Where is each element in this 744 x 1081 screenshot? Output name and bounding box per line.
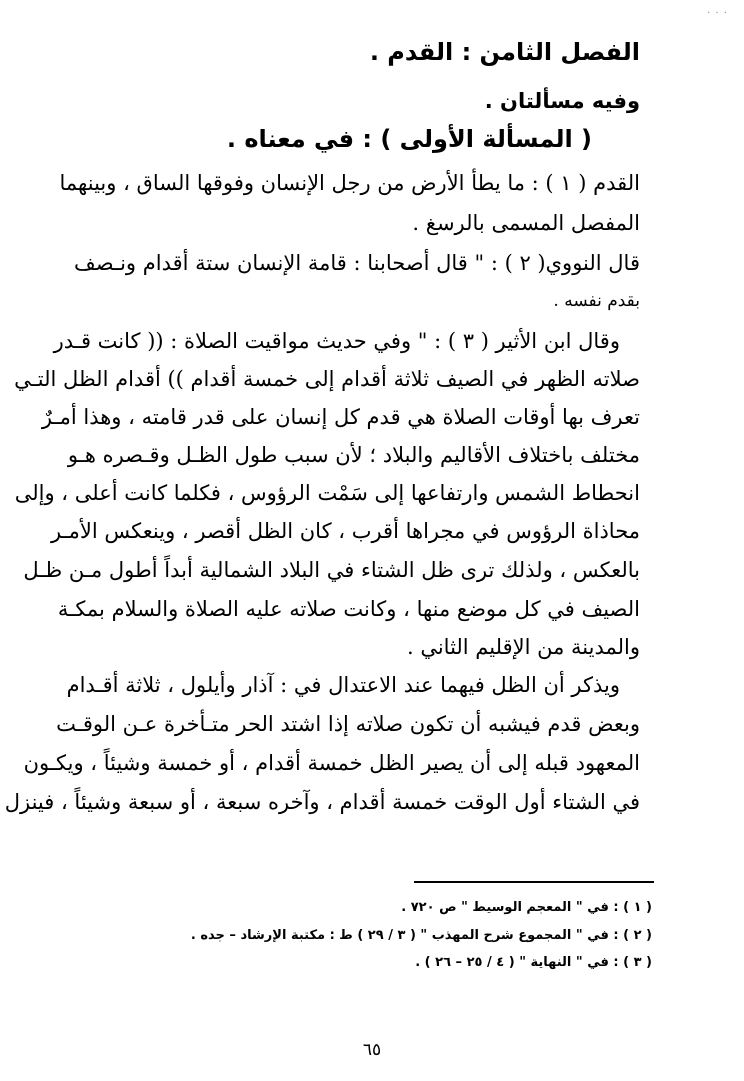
- footnote-1: ( ١ ) : في " المعجم الوسيط " ص ٧٢٠ .: [401, 900, 652, 915]
- chapter-title: الفصل الثامن : القدم .: [369, 38, 640, 66]
- footnote-2: ( ٢ ) : في " المجموع شرح المهذب " ( ٣ / ٢٩ ) ط : مكتبة الإرشاد – جده .: [190, 928, 652, 943]
- body-line-8: مختلف باختلاف الأقاليم والبلاد ؛ لأن سبب طول الظـل وقـصره هـو: [67, 443, 640, 467]
- body-line-14: ويذكر أن الظل فيهما عند الاعتدال في : آذار وأيلول ، ثلاثة أقـدام: [66, 673, 620, 697]
- body-line-13: والمدينة من الإقليم الثاني .: [406, 635, 640, 659]
- body-line-15: وبعض قدم فيشبه أن تكون صلاته إذا اشتد الحر متـأخرة عـن الوقـت: [56, 712, 640, 736]
- footnote-3: ( ٣ ) : في " النهاية " ( ٤ / ٢٥ – ٢٦ ) .: [415, 955, 652, 970]
- body-line-11: بالعكس ، ولذلك ترى ظل الشتاء في البلاد الشمالية أبداً أطول مـن ظـل: [23, 558, 640, 582]
- body-line-4: بقدم نفسه .: [553, 291, 640, 311]
- body-line-16: المعهود قبله إلى أن يصير الظل خمسة أقدام ، أو خمسة وشيئاً ، ويكـون: [23, 751, 640, 775]
- corner-mark: · · ·: [707, 8, 728, 19]
- body-line-7: تعرف بها أوقات الصلاة هي قدم كل إنسان على قدر قامته ، وهذا أمـرٌ: [41, 405, 640, 429]
- body-line-17: في الشتاء أول الوقت خمسة أقدام ، وآخره سبعة ، أو سبعة وشيئاً ، فينزل: [4, 790, 640, 814]
- body-line-12: الصيف في كل موضع منها ، وكانت صلاته عليه الصلاة والسلام بمكـة: [57, 597, 640, 621]
- body-line-2: المفصل المسمى بالرسغ .: [412, 211, 640, 235]
- body-line-3: قال النووي( ٢ ) : " قال أصحابنا : قامة الإنسان ستة أقدام ونـصف: [73, 251, 640, 275]
- page-number: ٦٥: [362, 1040, 382, 1060]
- chapter-intro: وفيه مسألتان .: [484, 89, 640, 113]
- body-line-6: صلاته الظهر في الصيف ثلاثة أقدام إلى خمسة أقدام )) أقدام الظل التـي: [14, 367, 640, 391]
- body-line-10: محاذاة الرؤوس في مجراها أقرب ، كان الظل أقصر ، وينعكس الأمـر: [50, 519, 640, 543]
- body-line-9: انحطاط الشمس وارتفاعها إلى سَمْت الرؤوس ، فكلما كانت أعلى ، وإلى: [14, 481, 640, 505]
- footnote-separator: [414, 881, 654, 883]
- body-line-1: القدم ( ١ ) : ما يطأ الأرض من رجل الإنسان وفوقها الساق ، وبينهما: [59, 171, 640, 195]
- issue-title: ( المسألة الأولى ) : في معناه .: [226, 125, 592, 153]
- body-line-5: وقال ابن الأثير ( ٣ ) : " وفي حديث مواقيت الصلاة : (( كانت قـدر: [53, 329, 620, 353]
